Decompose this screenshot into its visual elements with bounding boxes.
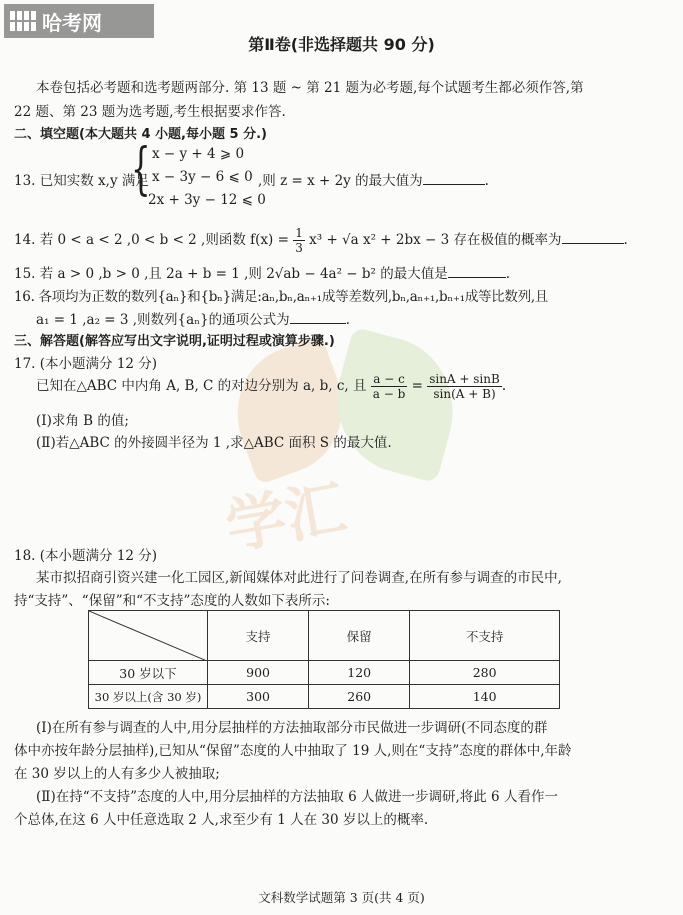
table-row-label: 30 岁以上(含 30 岁) (89, 685, 208, 709)
q14-frac-den: 3 (295, 241, 303, 255)
center-watermark (195, 330, 495, 590)
q17-equals: = (411, 378, 423, 394)
table-header-reserve: 保留 (309, 611, 410, 661)
left-brace: { (131, 137, 151, 202)
intro-line-2: 22 题、第 23 题为选考题,考生根据要求作答. (14, 104, 286, 120)
section-answer-heading: 三、解答题(解答应写出文字说明,证明过程或演算步骤.) (14, 334, 335, 349)
table-header-row (89, 611, 560, 661)
q14-line (14, 226, 628, 255)
page-footer: 文科数学试题第 3 页(共 4 页) (258, 890, 425, 905)
survey-table (88, 610, 560, 709)
q17-f2-den: sin(A + B) (433, 387, 496, 401)
page-title: 第Ⅱ卷(非选择题共 90 分) (248, 35, 435, 54)
q13-suffix-text: ,则 z = x + 2y 的最大值为 (258, 173, 423, 189)
q17-f1-num: a − c (371, 372, 408, 387)
q14-end: . (623, 232, 628, 248)
q18-part-2-line-1: (Ⅱ)在持“不支持”态度的人中,用分层抽样的方法抽取 6 人做进一步调研,将此 6 人看作一 (36, 789, 558, 805)
q13-constraint-3: 2x + 3y − 12 ⩽ 0 (148, 192, 266, 208)
answer-blank (448, 265, 506, 278)
answer-blank (562, 231, 624, 244)
table-header-support: 支持 (208, 611, 309, 661)
answer-blank (423, 172, 485, 185)
q17-stem-text: 已知在△ABC 中内角 A, B, C 的对边分别为 a, b, c, 且 (36, 378, 367, 394)
q17-f1-den: a − b (372, 387, 406, 401)
table-row-label: 30 岁以下 (89, 661, 208, 685)
q17-part-2: (Ⅱ)若△ABC 的外接圆半径为 1 ,求△ABC 面积 S 的最大值. (36, 435, 392, 451)
section-fill-in-heading: 二、填空题(本大题共 4 小题,每小题 5 分.) (14, 127, 267, 142)
q13-prefix: 13. 已知实数 x,y 满足 (14, 173, 149, 189)
table-cell: 900 (208, 661, 309, 685)
table-header-oppose: 不支持 (410, 611, 560, 661)
table-cell: 300 (208, 685, 309, 709)
q17-stem-end: . (501, 378, 507, 394)
table-row (89, 661, 560, 685)
q17-f2-num: sinA + sinB (429, 372, 500, 386)
q15-text: 15. 若 a > 0 ,b > 0 ,且 2a + b = 1 ,则 2√ab − 4a² − b² 的最大值是 (14, 266, 448, 282)
center-watermark-text: 学汇 (220, 473, 352, 563)
q15-end: . (505, 266, 511, 282)
intro-line-1: 本卷包括必考题和选考题两部分. 第 13 题 ~ 第 21 题为必考题,每个试题考生都必须作答,第 (36, 80, 584, 96)
q13-suffix (258, 169, 489, 189)
q13-constraint-2: x − 3y − 6 ⩽ 0 (152, 169, 253, 185)
q14-fraction (293, 226, 305, 255)
grid-icon (10, 11, 36, 31)
q14-suffix: x³ + √a x² + 2bx − 3 存在极值的概率为 (309, 232, 562, 248)
table-row (89, 685, 560, 709)
q14-prefix: 14. 若 0 < a < 2 ,0 < b < 2 ,则函数 f(x) = (14, 232, 289, 248)
q18-part-1-line-2: 体中亦按年龄分层抽样),已知从“保留”态度的人中抽取了 19 人,则在“支持”态度的群体中,年龄 (14, 743, 572, 759)
table-cell: 120 (309, 661, 410, 685)
q17-stem (36, 372, 506, 401)
table-cell: 260 (309, 685, 410, 709)
q15-line (14, 262, 510, 282)
q18-line-1: 某市拟招商引资兴建一化工园区,新闻媒体对此进行了问卷调查,在所有参与调查的市民中, (36, 570, 562, 586)
q18-line-2: 持“支持”、“保留”和“不支持”态度的人数如下表所示: (14, 593, 330, 609)
q17-fraction-right (427, 372, 502, 401)
diagonal-line-icon (89, 611, 207, 661)
q16-line-2 (36, 308, 350, 328)
q16-line-1: 16. 各项均为正数的数列{aₙ}和{bₙ}满足:aₙ,bₙ,aₙ₊₁成等差数列,bₙ,aₙ₊₁,bₙ₊₁成等比数列,且 (14, 289, 549, 305)
q13-end: . (484, 173, 489, 189)
table-cell: 140 (410, 685, 560, 709)
q18-part-1-line-1: (Ⅰ)在所有参与调查的人中,用分层抽样的方法抽取部分市民做进一步调研(不同态度的群 (36, 720, 548, 736)
q14-frac-num: 1 (295, 226, 303, 240)
q16-end: . (345, 312, 350, 328)
q17-heading: 17. (本小题满分 12 分) (14, 356, 158, 372)
q18-part-2-line-2: 个总体,在这 6 人中任意选取 2 人,求至少有 1 人在 30 岁以上的概率. (14, 812, 429, 828)
q13-constraint-1: x − y + 4 ⩾ 0 (152, 146, 245, 162)
leaf-icon (320, 327, 470, 484)
q18-heading: 18. (本小题满分 12 分) (14, 548, 158, 564)
table-corner-cell (89, 611, 208, 661)
q16-line-2-text: a₁ = 1 ,a₂ = 3 ,则数列{aₙ}的通项公式为 (36, 312, 290, 328)
site-watermark-text: 哈考网 (42, 10, 102, 35)
q17-part-1: (Ⅰ)求角 B 的值; (36, 413, 129, 429)
q18-part-1-line-3: 在 30 岁以上的人有多少人被抽取; (14, 766, 220, 782)
q17-fraction-left (371, 372, 408, 401)
table-cell: 280 (410, 661, 560, 685)
answer-blank (290, 311, 346, 324)
